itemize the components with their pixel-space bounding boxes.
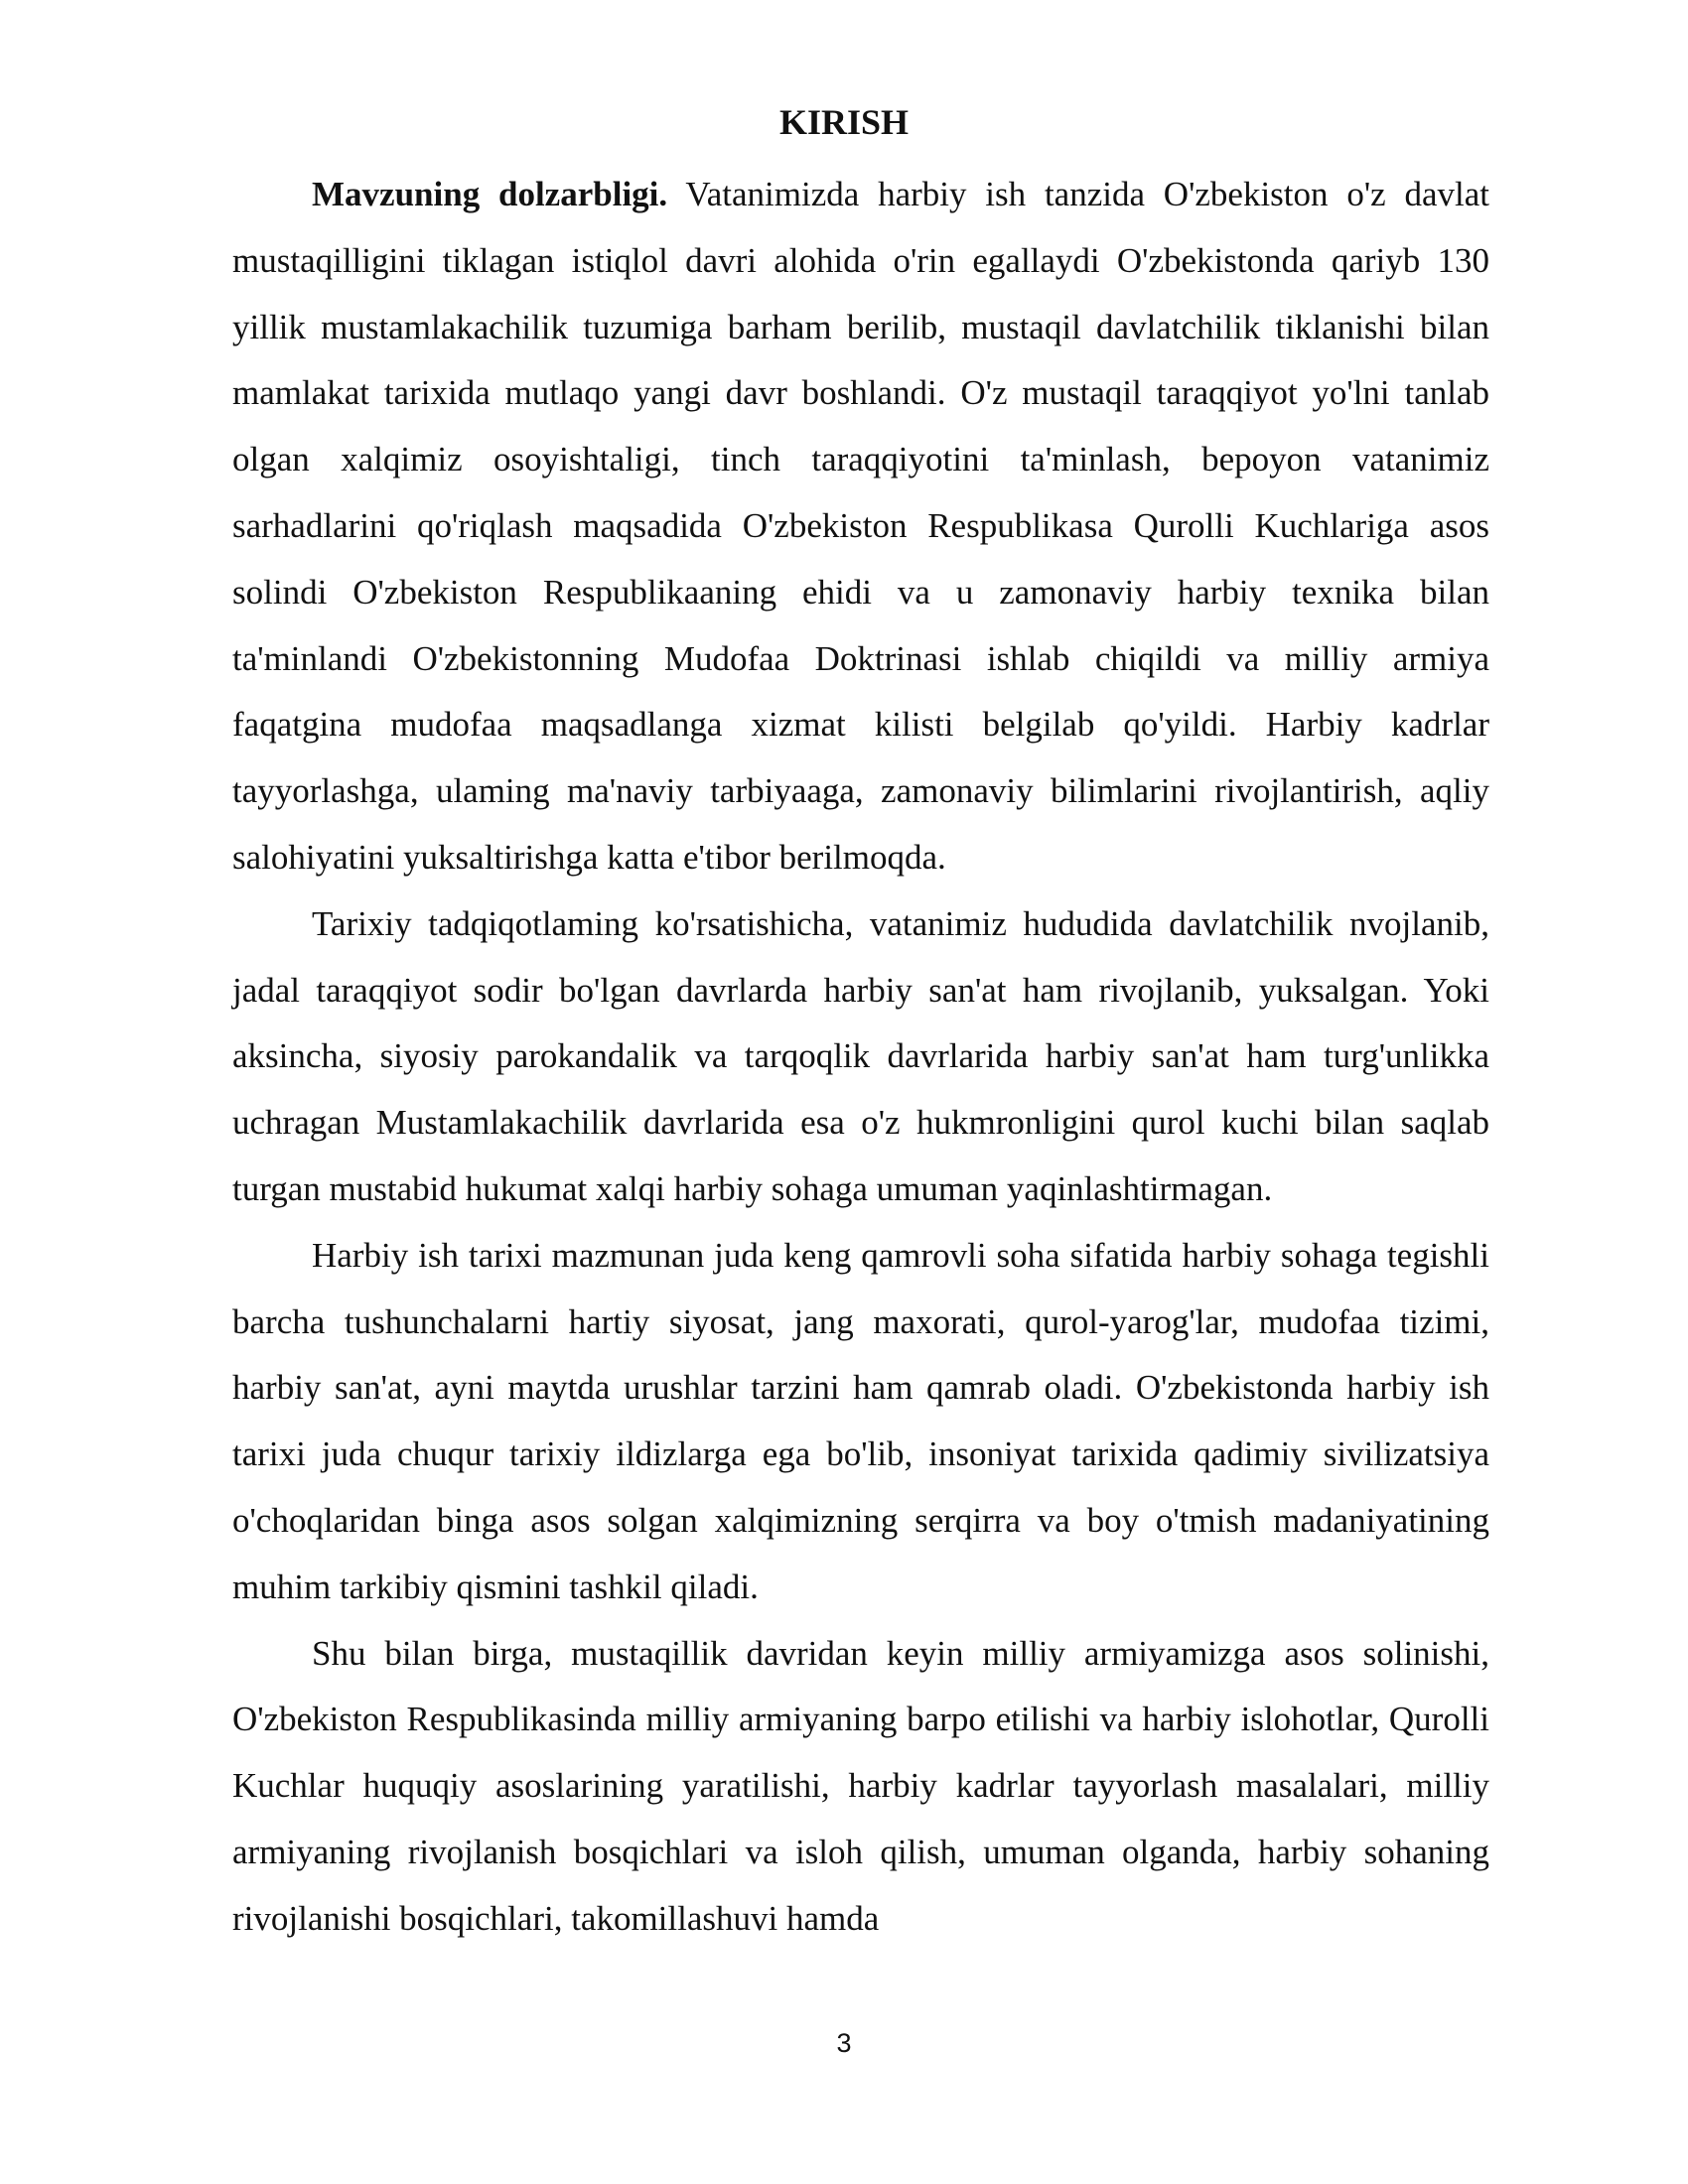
paragraph-relevance: [232, 162, 1489, 891]
page-number: 3: [836, 2028, 852, 2058]
paragraph-text: Vatanimizda harbiy ish tanzida O'zbekiston o'z davlat mustaqilligini tiklagan istiqlol davri alohida o'rin egallaydi O'zbekistonda qariyb 130 yillik mustamlakachilik tuzumiga barham berilib, mustaqil davlatchilik tiklanishi bilan mamlakat tarixida mutlaqo yangi davr boshlandi. O'z mustaqil taraqqiyot yo'lni tanlab olgan xalqimiz osoyishtaligi, tinch taraqqiyotini ta'minlash, bepoyon vatanimiz sarhadlarini qo'riqlash maqsadida O'zbekiston Respublikasa Qurolli Kuchlariga asos solindi O'zbekiston Respublikaaning ehidi va u zamonaviy harbiy texnika bilan ta'minlandi O'zbekistonning Mudofaa Doktrinasi ishlab chiqildi va milliy armiya faqatgina mudofaa maqsadlanga xizmat kilisti belgilab qo'yildi. Harbiy kadrlar tayyorlashga, ulaming ma'naviy tarbiyaaga, zamonaviy bilimlarini rivojlantirish, aqliy salohiyatini yuksaltirishga katta e'tibor berilmoqda.: [232, 175, 1489, 877]
paragraph-lead: Mavzuning dolzarbligi.: [312, 175, 668, 213]
paragraph-independence-era: Shu bilan birga, mustaqillik davridan keyin milliy armiyamizga asos solinishi, O'zbekiston Respublikasinda milliy armiyaning barpo etilishi va harbiy islohotlar, Qurolli Kuchlar huquqiy asoslarining yaratilishi, harbiy kadrlar tayyorlash masalalari, milliy armiyaning rivojlanish bosqichlari va isloh qilish, umuman olganda, harbiy sohaning rivojlanishi bosqichlari, takomillashuvi hamda: [232, 1633, 1489, 1938]
section-heading: KIRISH: [778, 102, 910, 142]
paragraph-historical-research: Tarixiy tadqiqotlaming ko'rsatishicha, vatanimiz hududida davlatchilik nvojlanib, jadal taraqqiyot sodir bo'lgan davrlarda harbiy san'at ham rivojlanib, yuksalgan. Yoki aksincha, siyosiy parokandalik va tarqoqlik davrlarida harbiy san'at ham turg'unlikka uchragan Mustamlakachilik davrlarida esa o'z hukmronligini qurol kuchi bilan saqlab turgan mustabid hukumat xalqi harbiy sohaga umuman yaqinlashtirmagan.: [232, 903, 1489, 1208]
paragraph-military-history: Harbiy ish tarixi mazmunan juda keng qamrovli soha sifatida harbiy sohaga tegishli barcha tushunchalarni hartiy siyosat, jang maxorati, qurol-yarog'lar, mudofaa tizimi, harbiy san'at, ayni maytda urushlar tarzini ham qamrab oladi. O'zbekistonda harbiy ish tarixi juda chuqur tarixiy ildizlarga ega bo'lib, insoniyat tarixida qadimiy sivilizatsiya o'choqlaridan binga asos solgan xalqimizning serqirra va boy o'tmish madaniyatining muhim tarkibiy qismini tashkil qiladi.: [232, 1235, 1489, 1606]
body-text: [232, 162, 1489, 1953]
